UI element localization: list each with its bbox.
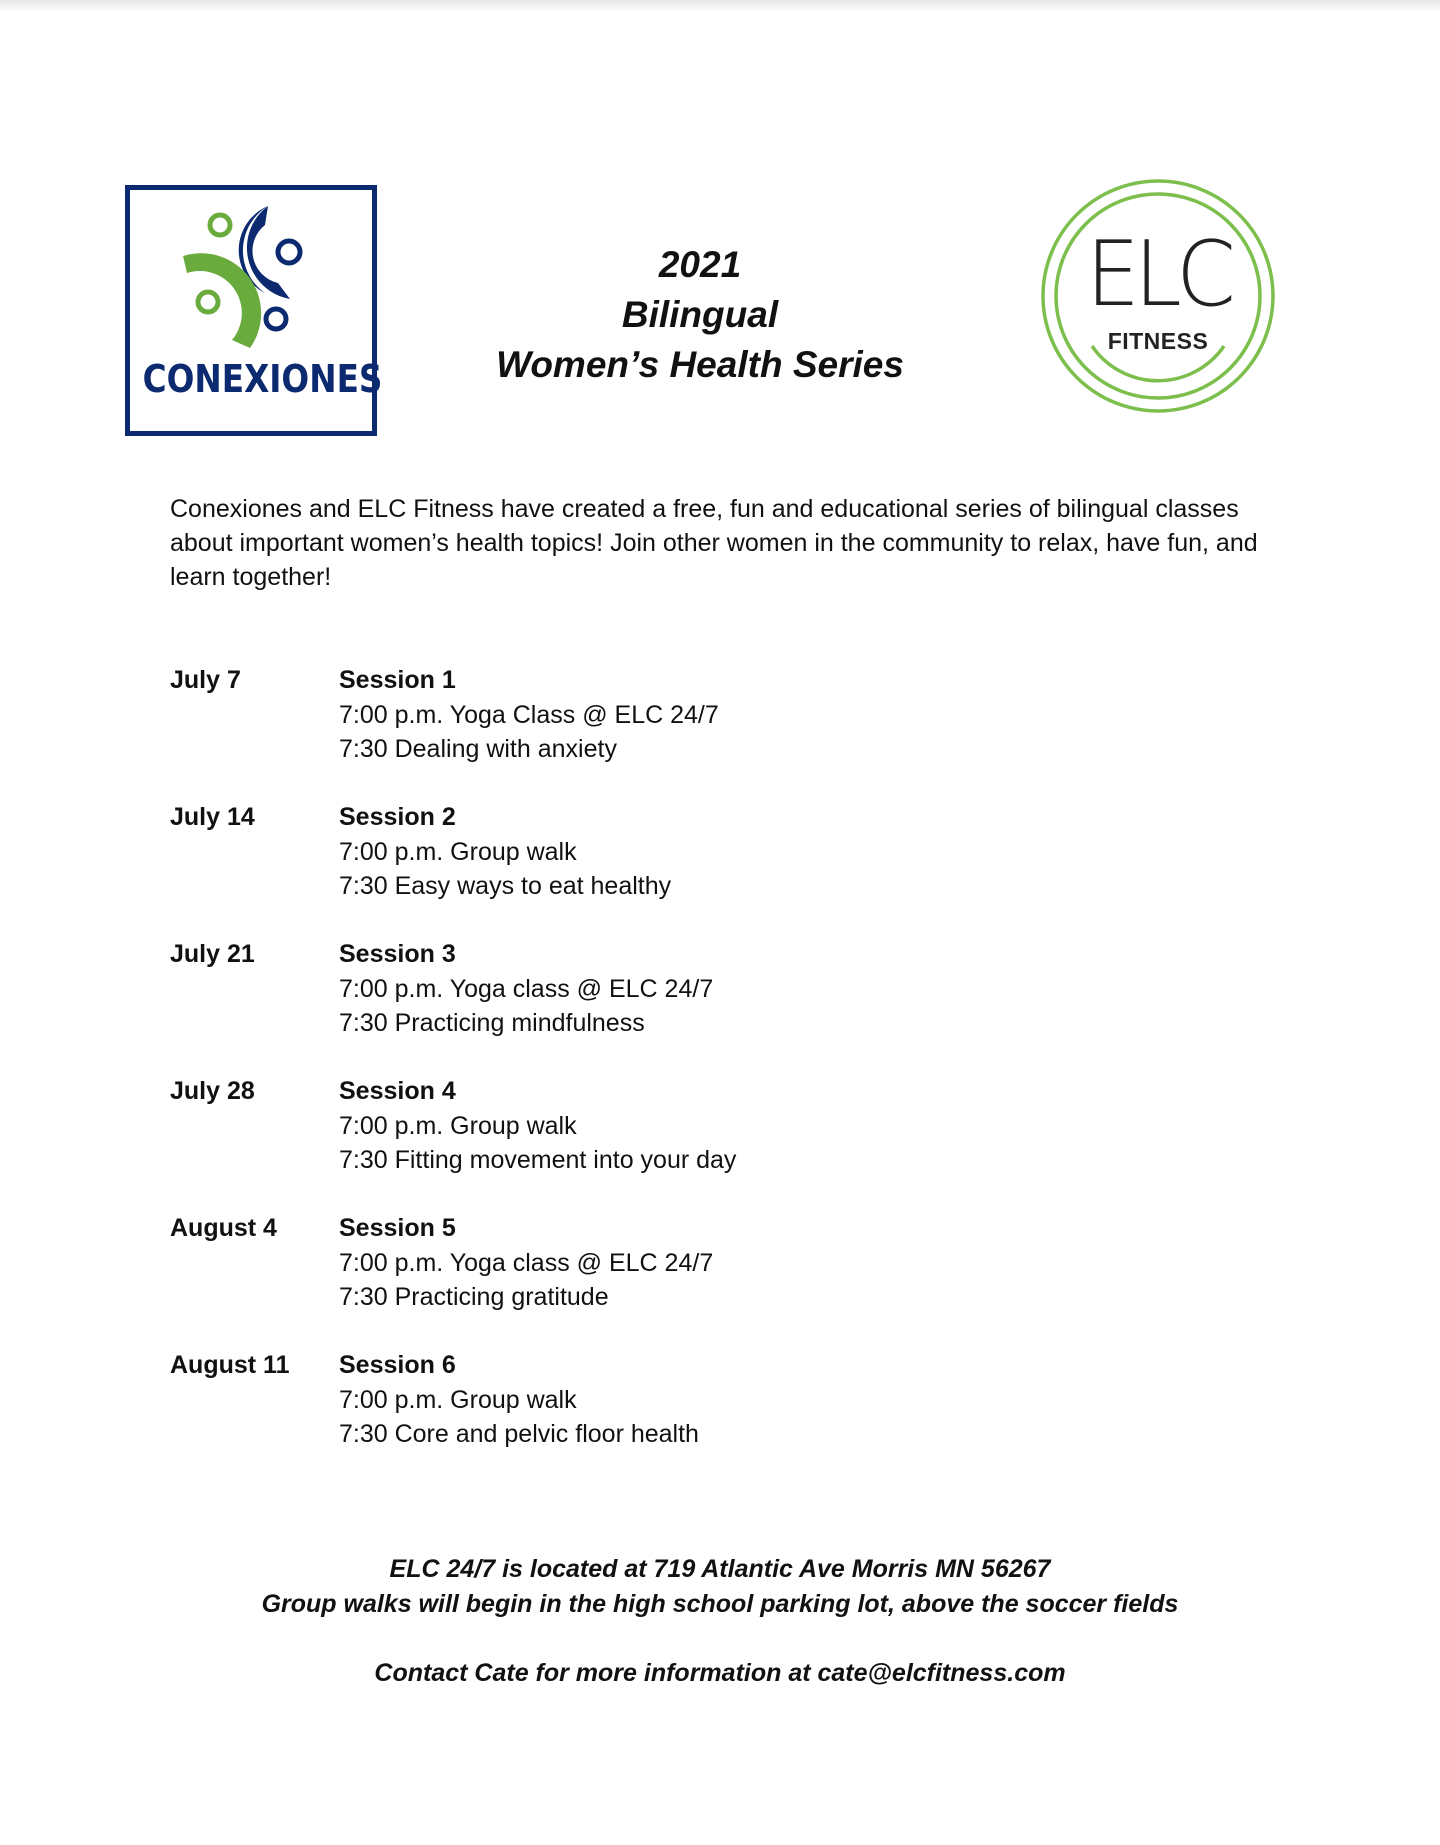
session-second-activity: 7:30 Easy ways to eat healthy [339,872,672,900]
session-row [170,1348,1270,1485]
session-date: August 11 [170,1351,290,1379]
footer-spacer [0,1621,1440,1656]
session-details [339,1348,699,1452]
title-year: 2021 [658,244,742,285]
title-series: Women’s Health Series [496,344,904,385]
conexiones-logo-text: CONEXIONES [142,357,383,401]
session-second-activity: 7:30 Dealing with anxiety [339,735,617,763]
session-row [170,1211,1270,1348]
session-title: Session 4 [339,1077,456,1105]
session-date: July 28 [170,1077,255,1105]
fitness-logo-text: FITNESS [1107,328,1209,354]
session-row [170,800,1270,937]
session-row [170,937,1270,1074]
session-details [339,1211,713,1315]
session-second-activity: 7:30 Practicing gratitude [339,1283,609,1311]
elc-logo-text: ELC [1085,222,1231,327]
session-details [339,1074,736,1178]
intro-paragraph: Conexiones and ELC Fitness have created a free, fun and educational series of bilingual classes about important women’s health topics! Join other women in the community to relax, have fun, and learn together! [170,495,1258,591]
conexiones-logo [125,185,383,436]
session-second-activity: 7:30 Practicing mindfulness [339,1009,645,1037]
session-first-activity: 7:00 p.m. Group walk [339,837,577,866]
session-date: July 14 [170,803,255,831]
session-first-activity: 7:00 p.m. Yoga class @ ELC 24/7 [339,974,714,1003]
session-first-activity: 7:00 p.m. Yoga Class @ ELC 24/7 [339,700,719,729]
session-row [170,663,1270,800]
session-title: Session 6 [339,1351,456,1379]
session-details [339,937,713,1041]
title-bilingual: Bilingual [621,294,779,335]
session-date: July 7 [170,666,241,694]
session-first-activity: 7:00 p.m. Group walk [339,1111,577,1140]
page-title [440,240,960,390]
session-details [339,663,719,767]
page-top-shadow [0,0,1440,12]
location-note: ELC 24/7 is located at 719 Atlantic Ave Morris MN 56267 [389,1555,1051,1583]
contact-note: Contact Cate for more information at cate@elcfitness.com [374,1658,1066,1687]
session-title: Session 1 [339,666,456,694]
walks-note: Group walks will begin in the high school parking lot, above the soccer fields [261,1589,1179,1618]
session-title: Session 5 [339,1214,456,1242]
session-title: Session 3 [339,940,456,968]
footer-notes [0,1552,1440,1690]
session-title: Session 2 [339,803,456,831]
session-first-activity: 7:00 p.m. Group walk [339,1385,577,1414]
session-schedule [170,663,1270,1485]
session-row [170,1074,1270,1211]
session-second-activity: 7:30 Fitting movement into your day [339,1146,737,1174]
session-details [339,800,671,904]
session-first-activity: 7:00 p.m. Yoga class @ ELC 24/7 [339,1248,714,1277]
session-second-activity: 7:30 Core and pelvic floor health [339,1420,699,1448]
session-date: July 21 [170,940,255,968]
session-date: August 4 [170,1214,277,1242]
elc-fitness-logo [1040,178,1276,414]
